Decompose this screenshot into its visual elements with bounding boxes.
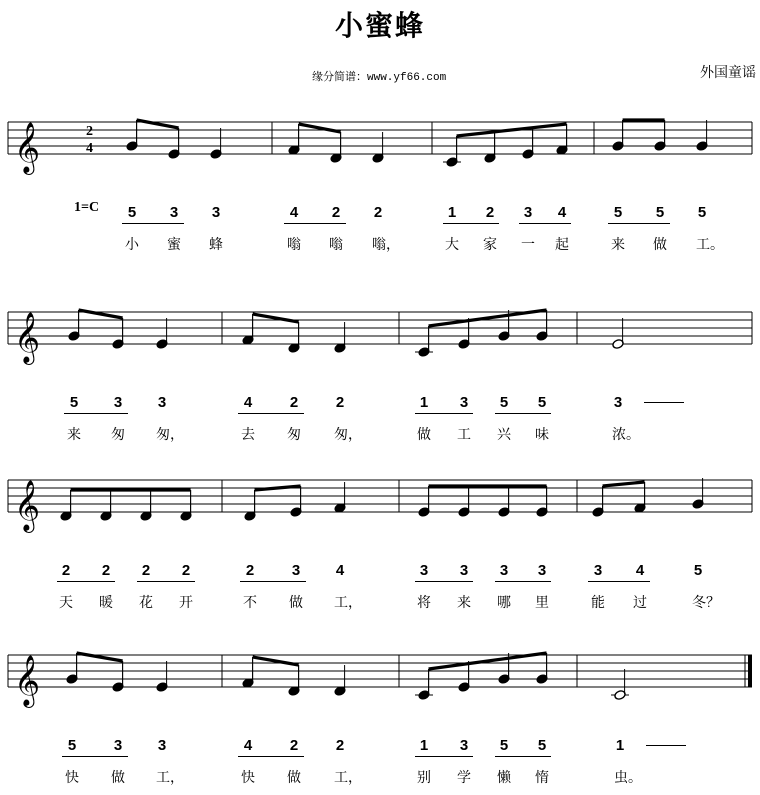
lyric-syllable: 别 <box>417 770 431 786</box>
lyric-syllable: 浓。 <box>612 427 640 443</box>
lyric-syllable: 蜂 <box>209 237 223 253</box>
jianpu-note: 3 <box>113 737 123 754</box>
lyric-syllable: 嗡 <box>329 237 343 253</box>
jianpu-note: 2 <box>289 737 299 754</box>
jianpu-note: 5 <box>655 204 665 221</box>
lyric-syllable: 做 <box>653 237 667 253</box>
note-beam <box>253 657 299 665</box>
treble-clef-icon: 𝄞 <box>14 312 41 363</box>
jianpu-note: 2 <box>289 394 299 411</box>
lyric-syllable: 来 <box>457 595 471 611</box>
lyric-syllable: 花 <box>139 595 153 611</box>
lyric-syllable: 起 <box>555 237 569 253</box>
jianpu-note: 1 <box>615 737 625 754</box>
jianpu-note: 2 <box>101 562 111 579</box>
lyric-syllable: 匆 <box>287 427 301 443</box>
jianpu-note: 2 <box>141 562 151 579</box>
lyric-syllable: 工， <box>334 595 362 611</box>
eighth-underline <box>238 756 304 757</box>
eighth-underline <box>62 756 128 757</box>
treble-clef-icon: 𝄞 <box>14 122 41 173</box>
lyric-syllable: 来 <box>611 237 625 253</box>
lyric-syllable: 嗡， <box>372 237 400 253</box>
lyric-syllable: 匆， <box>156 427 184 443</box>
key-signature: 1=C <box>74 200 100 215</box>
song-title: 小蜜蜂 <box>334 9 425 42</box>
jianpu-note: 3 <box>537 562 547 579</box>
jianpu-note: 3 <box>291 562 301 579</box>
jianpu-note: 3 <box>499 562 509 579</box>
lyric-syllable: 工， <box>334 770 362 786</box>
jianpu-note: 3 <box>169 204 179 221</box>
lyric-syllable: 兴 <box>497 427 511 443</box>
eighth-underline <box>415 756 473 757</box>
jianpu-note: 5 <box>127 204 137 221</box>
treble-clef-icon: 𝄞 <box>14 480 41 531</box>
jianpu-note: 3 <box>419 562 429 579</box>
jianpu-note: 5 <box>613 204 623 221</box>
lyric-syllable: 将 <box>417 595 431 611</box>
source-label: 缘分简谱： <box>312 70 367 83</box>
lyric-syllable: 快 <box>241 770 255 786</box>
lyric-syllable: 做 <box>111 770 125 786</box>
jianpu-note: 3 <box>523 204 533 221</box>
jianpu-note: 5 <box>537 737 547 754</box>
jianpu-note: 2 <box>61 562 71 579</box>
lyric-syllable: 小 <box>125 237 139 253</box>
lyric-syllable: 做 <box>289 595 303 611</box>
jianpu-note: 2 <box>373 204 383 221</box>
lyric-syllable: 工。 <box>696 237 724 253</box>
jianpu-note: 3 <box>211 204 221 221</box>
final-barline-thick <box>748 655 752 687</box>
lyric-syllable: 大 <box>445 237 459 253</box>
time-signature-bottom: 4 <box>86 141 93 156</box>
jianpu-note: 3 <box>157 737 167 754</box>
lyric-syllable: 做 <box>287 770 301 786</box>
jianpu-note: 5 <box>499 394 509 411</box>
lyric-syllable: 家 <box>483 237 497 253</box>
jianpu-note: 3 <box>459 394 469 411</box>
lyric-syllable: 学 <box>457 770 471 786</box>
lyric-syllable: 去 <box>241 427 255 443</box>
lyric-syllable: 冬？ <box>692 595 720 611</box>
jianpu-note: 3 <box>613 394 623 411</box>
jianpu-note: 3 <box>157 394 167 411</box>
lyric-syllable: 虫。 <box>614 770 642 786</box>
song-origin: 外国童谣 <box>700 65 756 81</box>
jianpu-note: 5 <box>693 562 703 579</box>
jianpu-note: 5 <box>697 204 707 221</box>
lyric-syllable: 惰 <box>535 770 549 786</box>
lyric-syllable: 蜜 <box>167 237 181 253</box>
duration-dash <box>646 745 686 746</box>
lyric-syllable: 来 <box>67 427 81 443</box>
jianpu-note: 3 <box>459 737 469 754</box>
jianpu-note: 4 <box>243 394 253 411</box>
jianpu-note: 1 <box>419 737 429 754</box>
jianpu-note: 2 <box>181 562 191 579</box>
lyric-syllable: 做 <box>417 427 431 443</box>
lyric-syllable: 味 <box>535 427 549 443</box>
treble-clef-icon: 𝄞 <box>14 655 41 706</box>
jianpu-note: 5 <box>499 737 509 754</box>
lyric-syllable: 开 <box>179 595 193 611</box>
lyric-syllable: 工， <box>156 770 184 786</box>
jianpu-note: 3 <box>113 394 123 411</box>
lyric-syllable: 天 <box>59 595 73 611</box>
source-url[interactable]: www.yf66.com <box>367 72 447 84</box>
jianpu-note: 1 <box>419 394 429 411</box>
lyric-syllable: 哪 <box>497 595 511 611</box>
lyric-syllable: 能 <box>591 595 605 611</box>
jianpu-note: 2 <box>331 204 341 221</box>
lyric-syllable: 暖 <box>99 595 113 611</box>
jianpu-note: 2 <box>335 394 345 411</box>
lyric-syllable: 匆 <box>111 427 125 443</box>
lyric-syllable: 懒 <box>497 770 511 786</box>
jianpu-note: 2 <box>245 562 255 579</box>
lyric-syllable: 快 <box>65 770 79 786</box>
lyric-syllable: 不 <box>243 595 257 611</box>
jianpu-note: 4 <box>289 204 299 221</box>
jianpu-note: 4 <box>557 204 567 221</box>
jianpu-note: 4 <box>243 737 253 754</box>
lyric-syllable: 工 <box>457 427 471 443</box>
jianpu-note: 3 <box>459 562 469 579</box>
jianpu-note: 5 <box>537 394 547 411</box>
lyric-syllable: 嗡 <box>287 237 301 253</box>
lyric-syllable: 里 <box>535 595 549 611</box>
lyric-syllable: 一 <box>521 237 535 253</box>
lyric-syllable: 过 <box>633 595 647 611</box>
jianpu-note: 2 <box>485 204 495 221</box>
jianpu-note: 5 <box>67 737 77 754</box>
time-signature-top: 2 <box>86 124 93 139</box>
jianpu-note: 4 <box>635 562 645 579</box>
lyric-syllable: 匆， <box>334 427 362 443</box>
jianpu-note: 2 <box>335 737 345 754</box>
jianpu-note: 3 <box>593 562 603 579</box>
jianpu-note: 1 <box>447 204 457 221</box>
eighth-underline <box>495 756 551 757</box>
jianpu-note: 4 <box>335 562 345 579</box>
jianpu-note: 5 <box>69 394 79 411</box>
note-beam <box>77 653 123 661</box>
